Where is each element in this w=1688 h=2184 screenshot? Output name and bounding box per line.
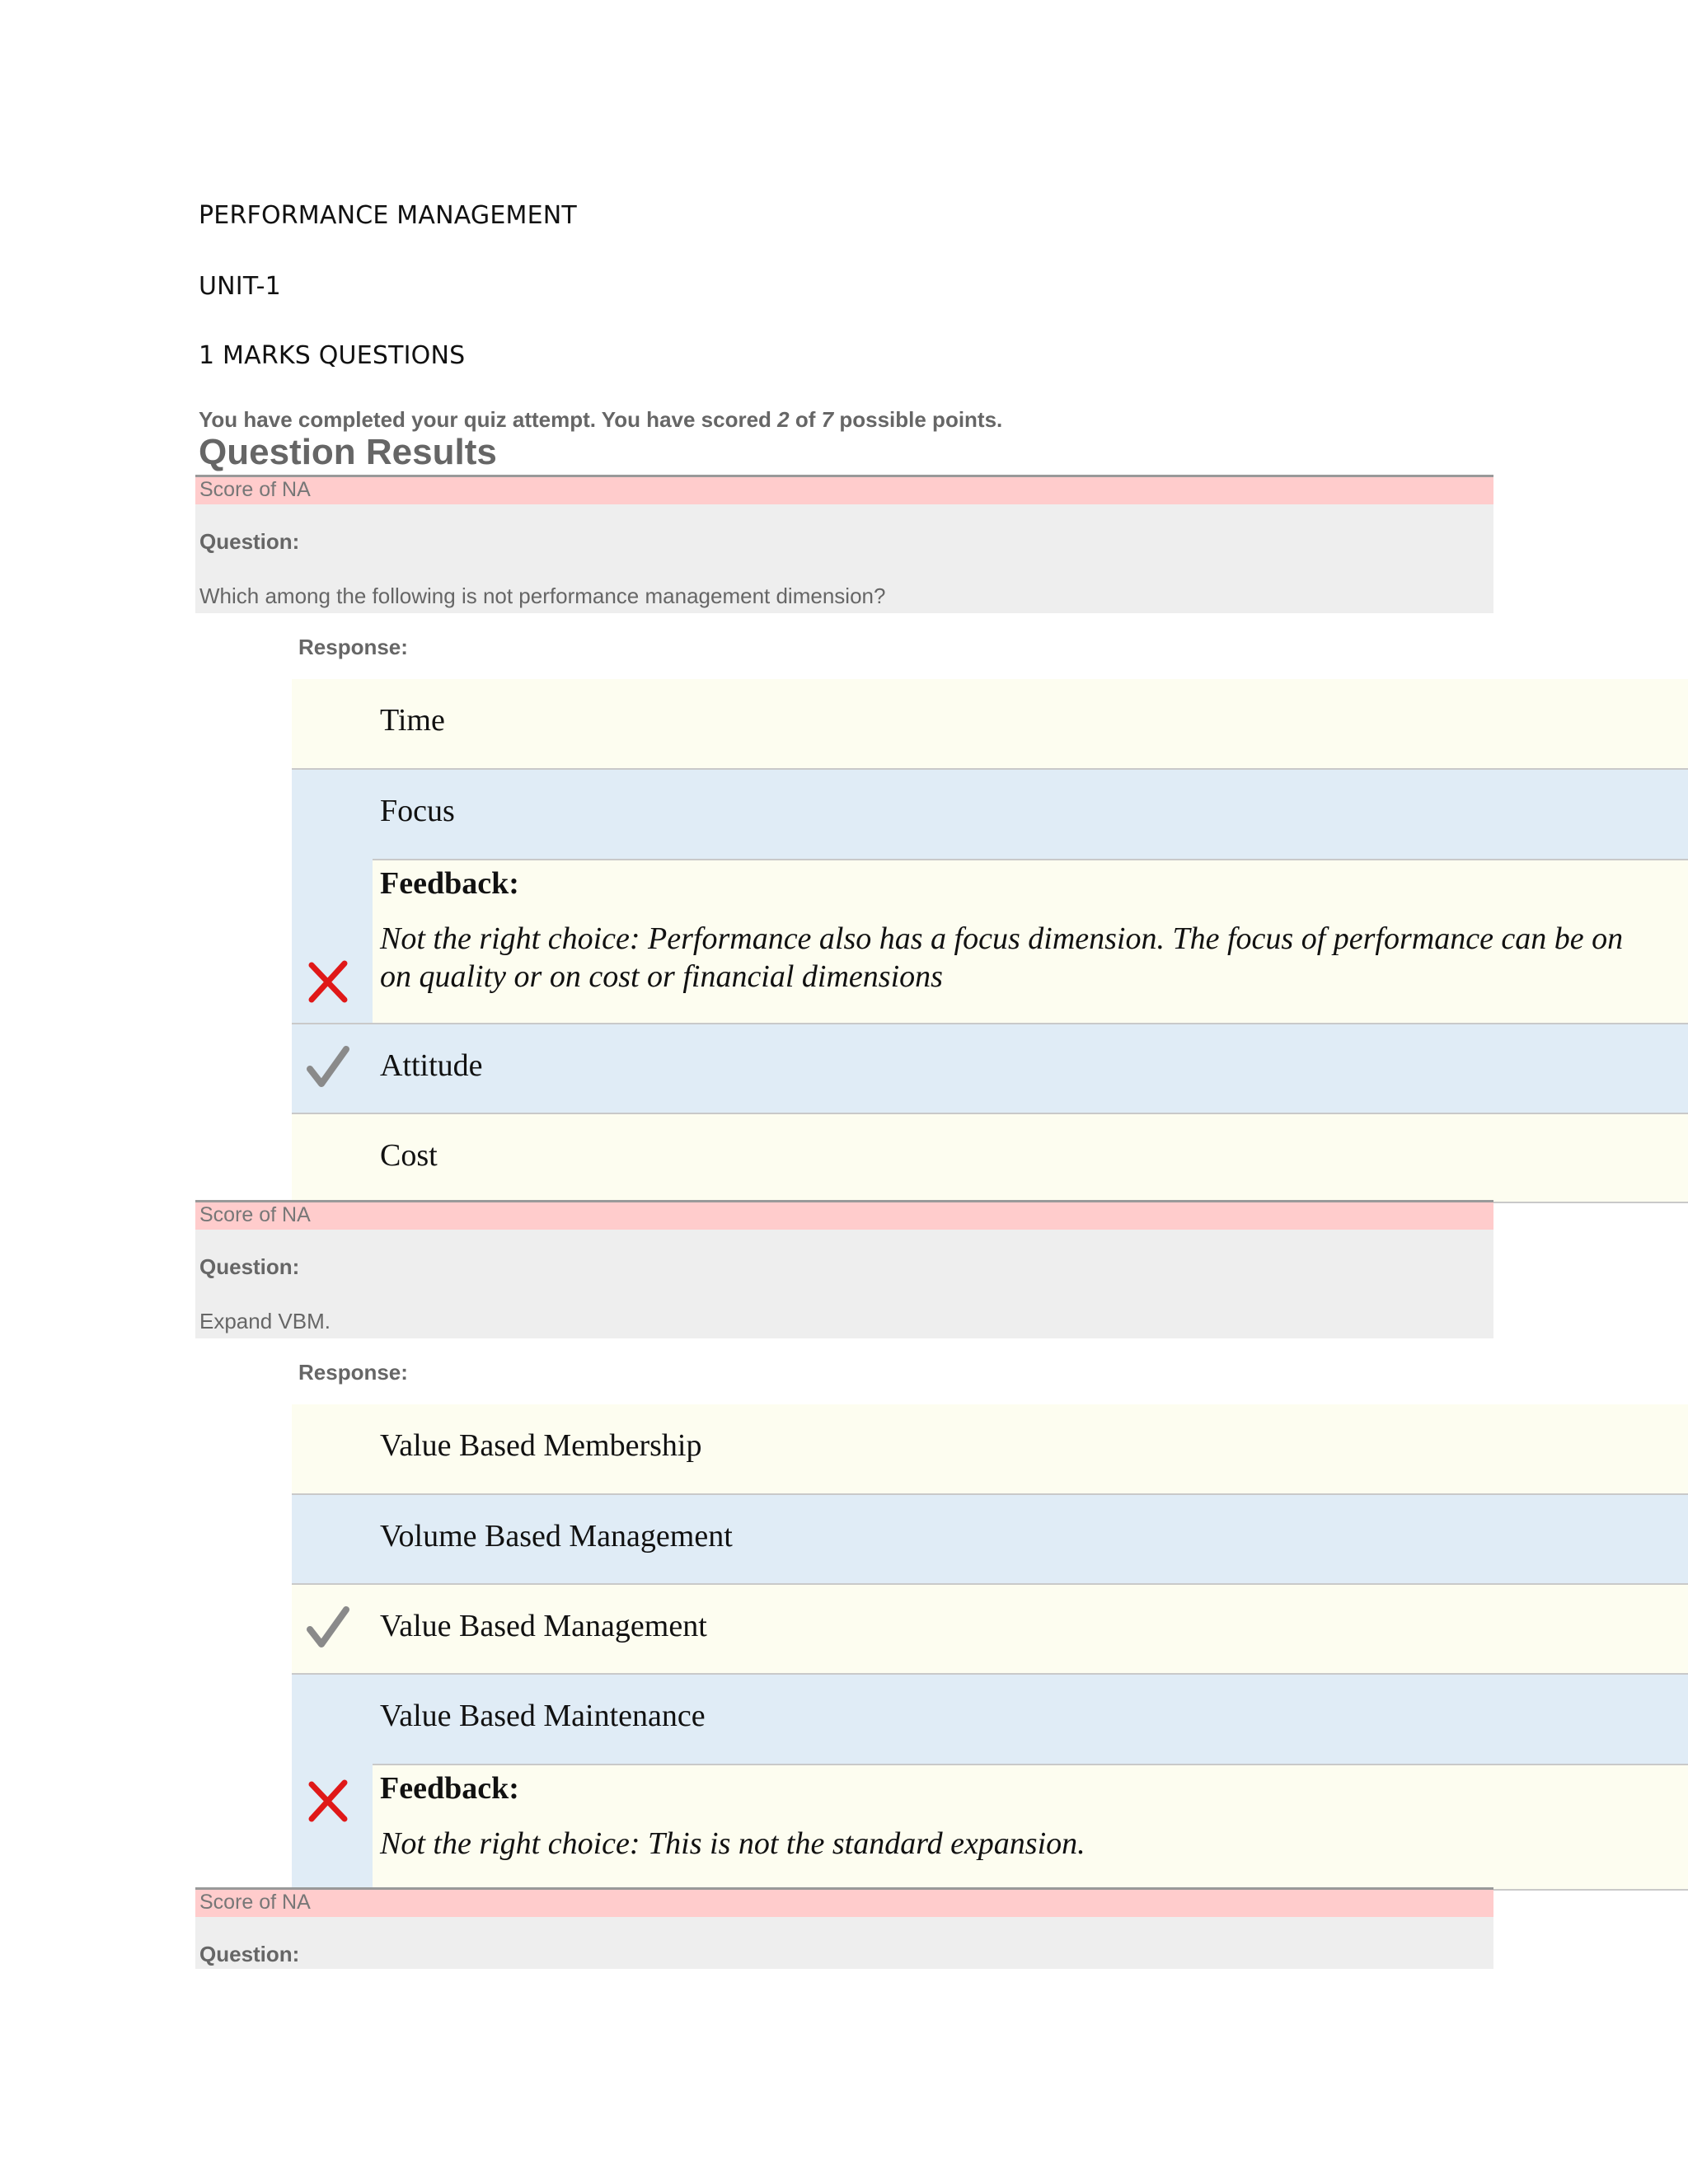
option-row — [292, 1585, 1688, 1675]
question-text: Which among the following is not performance management dimension? — [199, 583, 886, 608]
feedback-title: Feedback: — [380, 1771, 519, 1806]
feedback-box — [373, 1764, 1688, 1889]
response-label: Response: — [298, 635, 408, 659]
feedback-line: Not the right choice: This is not the standard expansion. — [380, 1826, 1085, 1861]
question-body — [195, 1917, 1493, 1969]
feedback-line: Not the right choice: Performance also has a focus dimension. The focus of performance can be on — [380, 921, 1624, 956]
summary-scored: 2 — [777, 407, 790, 432]
summary-prefix: You have completed your quiz attempt. You have scored — [199, 407, 771, 432]
response-options — [292, 679, 1688, 1203]
feedback-title: Feedback: — [380, 866, 519, 901]
option-text: Cost — [380, 1138, 438, 1173]
question-block — [195, 1200, 1493, 1338]
score-bar: Score of NA — [195, 475, 1493, 504]
summary-of: of — [795, 407, 816, 432]
response-label: Response: — [298, 1360, 408, 1385]
feedback-box — [373, 859, 1688, 1023]
question-label: Question: — [199, 1254, 300, 1279]
question-label: Question: — [199, 529, 300, 554]
cross-icon — [305, 958, 351, 1005]
question-block — [195, 475, 1493, 613]
option-row — [292, 679, 1688, 770]
summary-suffix: possible points. — [839, 407, 1003, 432]
question-label: Question: — [199, 1942, 300, 1966]
option-row — [292, 1404, 1688, 1495]
score-bar: Score of NA — [195, 1200, 1493, 1230]
summary-total: 7 — [821, 407, 834, 432]
question-body — [195, 1230, 1493, 1338]
option-text: Volume Based Management — [380, 1519, 733, 1554]
cross-icon — [305, 1778, 351, 1824]
option-row — [292, 770, 1688, 1024]
option-text: Value Based Membership — [380, 1428, 702, 1463]
option-text: Focus — [380, 794, 455, 828]
option-text: Attitude — [380, 1048, 483, 1083]
question-block — [195, 1887, 1493, 1969]
option-row — [292, 1114, 1688, 1203]
results-title: Question Results — [199, 432, 497, 472]
option-text: Value Based Maintenance — [380, 1699, 706, 1733]
feedback-text — [380, 920, 1623, 996]
unit-label: UNIT-1 — [199, 272, 281, 301]
option-row — [292, 1675, 1688, 1891]
feedback-text — [380, 1825, 1085, 1863]
option-text: Time — [380, 703, 445, 738]
check-icon — [305, 1044, 351, 1090]
section-label: 1 MARKS QUESTIONS — [199, 341, 466, 370]
option-text: Value Based Management — [380, 1609, 707, 1643]
check-icon — [305, 1605, 351, 1651]
option-row — [292, 1024, 1688, 1114]
option-row — [292, 1495, 1688, 1585]
response-options — [292, 1404, 1688, 1891]
score-bar: Score of NA — [195, 1887, 1493, 1917]
question-text: Expand VBM. — [199, 1309, 331, 1333]
feedback-line: on quality or on cost or financial dimensions — [380, 959, 943, 994]
quiz-score-summary — [199, 407, 1002, 433]
course-title: PERFORMANCE MANAGEMENT — [199, 201, 577, 230]
question-body — [195, 504, 1493, 613]
